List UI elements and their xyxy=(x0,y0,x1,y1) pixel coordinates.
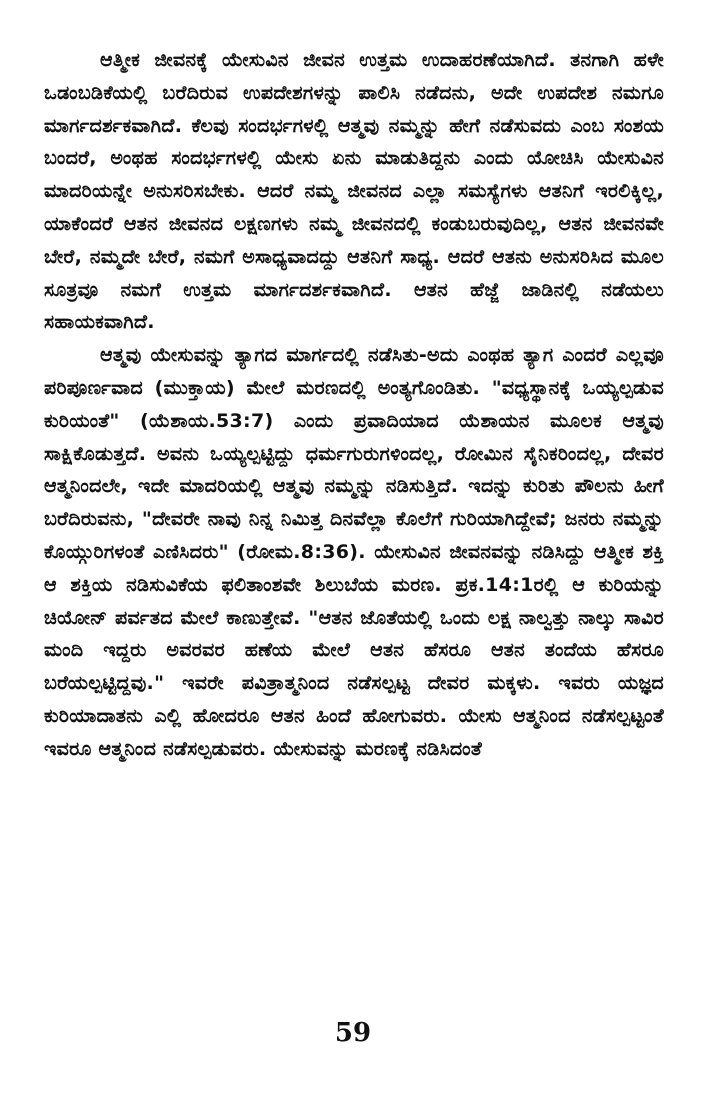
page-number: 59 xyxy=(334,1018,372,1048)
paragraph-2: ಆತ್ಮವು ಯೇಸುವನ್ನು ತ್ಯಾಗದ ಮಾರ್ಗದಲ್ಲಿ ನಡೆಸಿತು-ಅದು ಎಂಥಹ ತ್ಯಾಗ ಎಂದರೆ ಎಲ್ಲವೂ ಪರಿಪೂರ್ಣವಾದ (ಮುಕ್ತಾಯ) ಮೇಲೆ ಮರಣದಲ್ಲಿ ಅಂತ್ಯಗೊಂಡಿತು. "ವಧ್ಯಸ್ಥಾನಕ್ಕೆ ಒಯ್ಯಲ್ಪಡುವ ಕುರಿಯಂತೆ" (ಯೆಶಾಯ.53:7) ಎಂದು ಪ್ರವಾದಿಯಾದ ಯೆಶಾಯನ ಮೂಲಕ ಆತ್ಮವು ಸಾಕ್ಷಿಕೊಡುತ್ತದೆ. ಅವನು ಒಯ್ಯಲ್ಪಟ್ಟಿದ್ದು ಧರ್ಮಗುರುಗಳಿಂದಲ್ಲ, ರೋಮಿನ ಸೈನಿಕರಿಂದಲ್ಲ, ದೇವರ ಆತ್ಮನಿಂದಲೇ, ಇದೇ ಮಾದರಿಯಲ್ಲಿ ಆತ್ಮವು ನಮ್ಮನ್ನು ನಡಿಸುತ್ತಿದೆ. ಇದನ್ನು ಕುರಿತು ಪೌಲನು ಹೀಗೆ ಬರೆದಿರುವನು, "ದೇವರೇ ನಾವು ನಿನ್ನ ನಿಮಿತ್ತ ದಿನವೆಲ್ಲಾ ಕೊಲೆಗೆ ಗುರಿಯಾಗಿದ್ದೇವೆ; ಜನರು ನಮ್ಮನ್ನು ಕೊಯ್ಗುರಿಗಳಂತೆ ಎಣಿಸಿದರು" (ರೋಮ.8:36). ಯೇಸುವಿನ ಜೀವನವನ್ನು ನಡಿಸಿದ್ದು ಆತ್ಮೀಕ ಶಕ್ತಿ ಆ ಶಕ್ತಿಯ ನಡಿಸುವಿಕೆಯ ಫಲಿತಾಂಶವೇ ಶಿಲುಬೆಯ ಮರಣ. ಪ್ರಕ.14:1ರಲ್ಲಿ ಆ ಕುರಿಯನ್ನು ಚಿಯೋನ್ ಪರ್ವತದ ಮೇಲೆ ಕಾಣುತ್ತೇವೆ. "ಆತನ ಜೊತೆಯಲ್ಲಿ ಒಂದು ಲಕ್ಷ ನಾಲ್ವತ್ತು ನಾಲ್ಕು ಸಾವಿರ ಮಂದಿ ಇದ್ದರು ಅವರವರ ಹಣೆಯ ಮೇಲೆ ಆತನ ಹೆಸರೂ ಆತನ ತಂದೆಯ ಹೆಸರೂ ಬರೆಯಲ್ಪಟ್ಟಿದ್ದವು." ಇವರೇ ಪವಿತ್ರಾತ್ಮನಿಂದ ನಡೆಸಲ್ಪಟ್ಟ ದೇವರ ಮಕ್ಕಳು. ಇವರು ಯಜ್ಞದ ಕುರಿಯಾದಾತನು ಎಲ್ಲಿ ಹೋದರೂ ಆತನ ಹಿಂದೆ ಹೋಗುವರು. ಯೇಸು ಆತ್ಮನಿಂದ ನಡೆಸಲ್ಪಟ್ಟಂತೆ ಇವರೂ ಆತ್ಮನಿಂದ ನಡೆಸಲ್ಪಡುವರು. ಯೇಸುವನ್ನು ಮರಣಕ್ಕೆ ನಡಿಸಿದಂತೆ xyxy=(44,344,664,760)
paragraph-1: ಆತ್ಮೀಕ ಜೀವನಕ್ಕೆ ಯೇಸುವಿನ ಜೀವನ ಉತ್ತಮ ಉದಾಹರಣೆಯಾಗಿದೆ. ತನಗಾಗಿ ಹಳೇ ಒಡಂಬಡಿಕೆಯಲ್ಲಿ ಬರೆದಿರುವ ಉಪದೇಶಗಳನ್ನು ಪಾಲಿಸಿ ನಡೆದನು, ಅದೇ ಉಪದೇಶ ನಮಗೂ ಮಾರ್ಗದರ್ಶಕವಾಗಿದೆ. ಕೆಲವು ಸಂದರ್ಭಗಳಲ್ಲಿ ಆತ್ಮವು ನಮ್ಮನ್ನು ಹೇಗೆ ನಡೆಸುವದು ಎಂಬ ಸಂಶಯ ಬಂದರೆ, ಅಂಥಹ ಸಂದರ್ಭಗಳಲ್ಲಿ ಯೇಸು ಏನು ಮಾಡುತಿದ್ದನು ಎಂದು ಯೋಚಿಸಿ ಯೇಸುವಿನ ಮಾದರಿಯನ್ನೇ ಅನುಸರಿಸಬೇಕು. ಆದರೆ ನಮ್ಮ ಜೀವನದ ಎಲ್ಲಾ ಸಮಸ್ಯೆಗಳು ಆತನಿಗೆ ಇರಲಿಕ್ಕಿಲ್ಲ, ಯಾಕೆಂದರೆ ಆತನ ಜೀವನದ ಲಕ್ಷಣಗಳು ನಮ್ಮ ಜೀವನದಲ್ಲಿ ಕಂಡುಬರುವುದಿಲ್ಲ, ಆತನ ಜೀವನವೇ ಬೇರೆ, ನಮ್ಮದೇ ಬೇರೆ, ನಮಗೆ ಅಸಾಧ್ಯವಾದದ್ದು ಆತನಿಗೆ ಸಾಧ್ಯ. ಆದರೆ ಆತನು ಅನುಸರಿಸಿದ ಮೂಲ ಸೂತ್ರವೂ ನಮಗೆ ಉತ್ತಮ ಮಾರ್ಗದರ್ಶಕವಾಗಿದೆ. ಆತನ ಹೆಜ್ಜೆ ಜಾಡಿನಲ್ಲಿ ನಡೆಯಲು ಸಹಾಯಕವಾಗಿದೆ. xyxy=(44,49,664,334)
body-text xyxy=(44,44,664,766)
